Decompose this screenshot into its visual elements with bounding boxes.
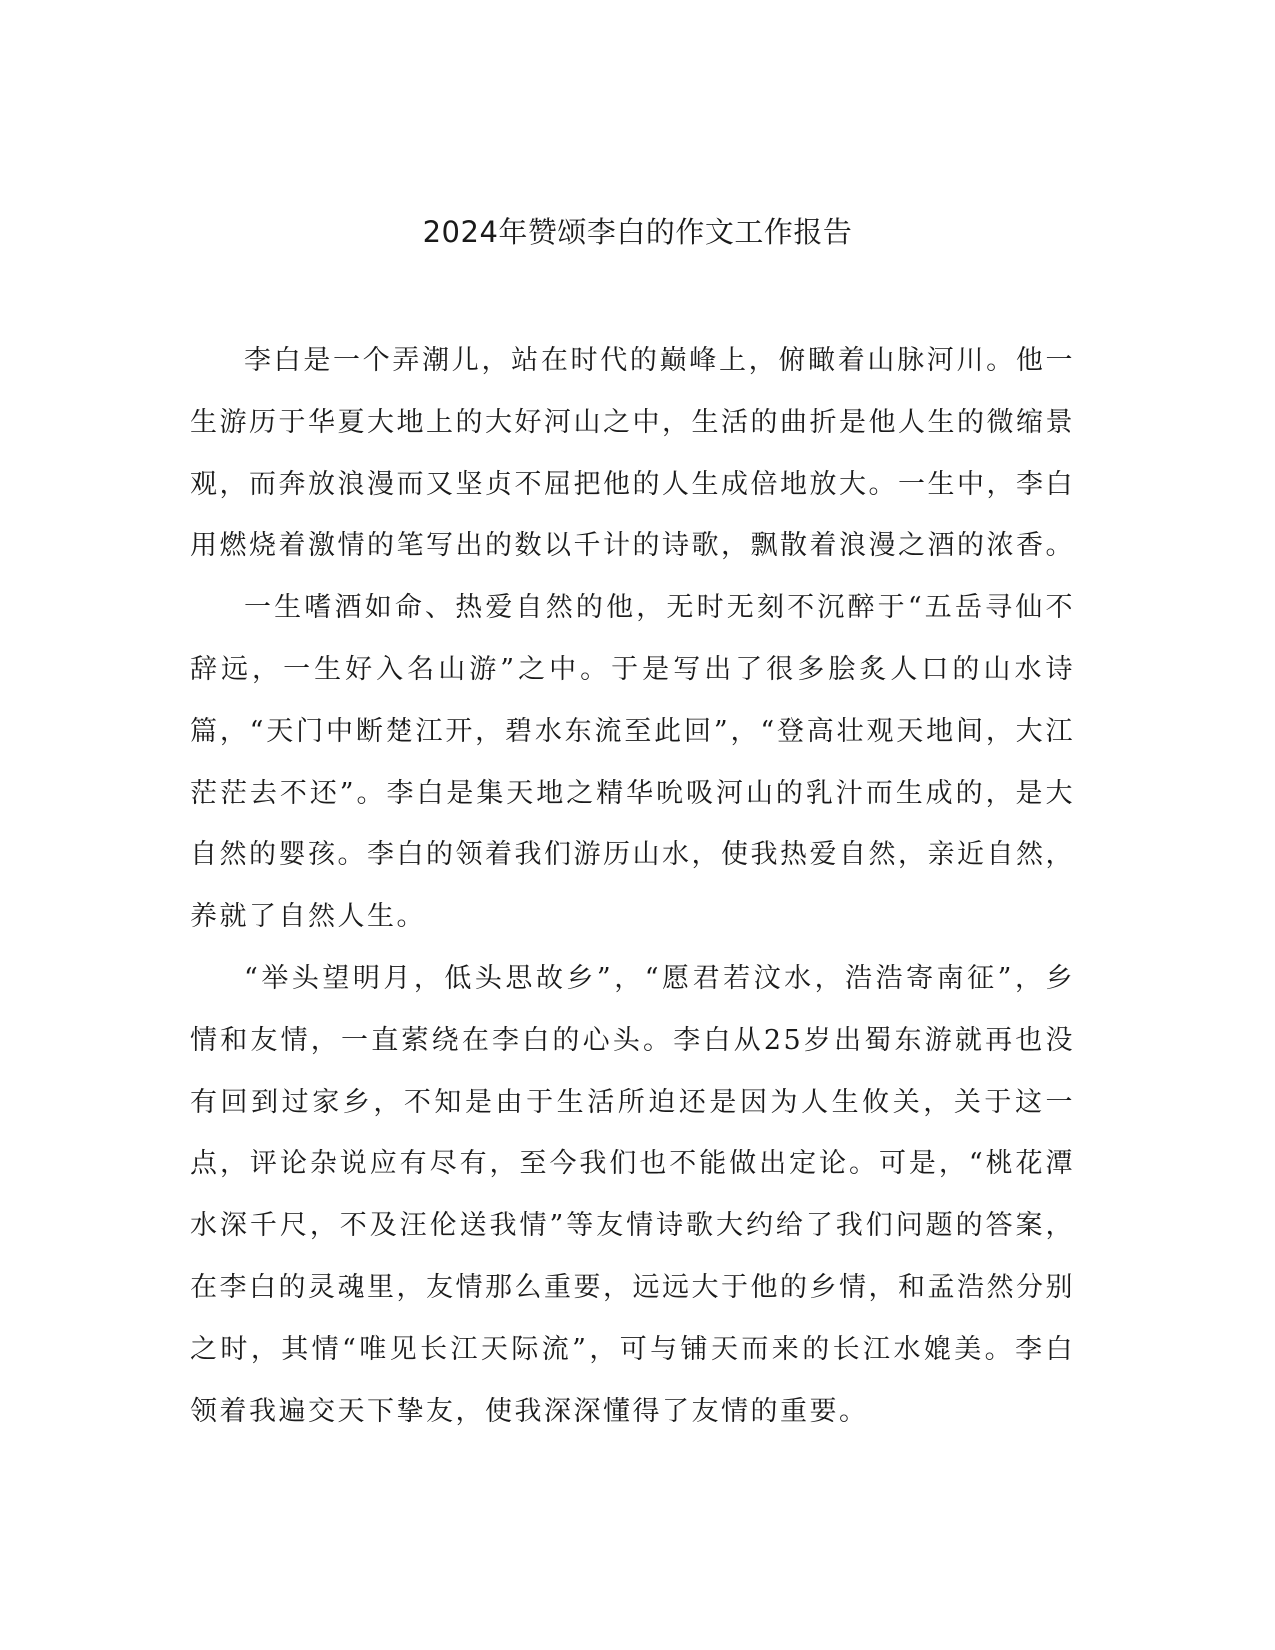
- paragraph-1: 李白是一个弄潮儿，站在时代的巅峰上，俯瞰着山脉河川。他一生游历于华夏大地上的大好河山之中，生活的曲折是他人生的微缩景观，而奔放浪漫而又坚贞不屈把他的人生成倍地放大。一生中，李白用燃烧着激情的笔写出的数以千计的诗歌，飘散着浪漫之酒的浓香。: [190, 345, 1075, 562]
- document-title: 2024年赞颂李白的作文工作报告: [422, 215, 853, 249]
- paragraph-2: 一生嗜酒如命、热爱自然的他，无时无刻不沉醉于“五岳寻仙不辞远，一生好入名山游”之中。于是写出了很多脍炙人口的山水诗篇，“天门中断楚江开，碧水东流至此回”，“登高壮观天地间，大江茫茫去不还”。李白是集天地之精华吮吸河山的乳汁而生成的，是大自然的婴孩。李白的领着我们游历山水，使我热爱自然，亲近自然，养就了自然人生。: [190, 592, 1075, 933]
- document-body: [190, 330, 1075, 1442]
- paragraph-3: “举头望明月，低头思故乡”，“愿君若汶水，浩浩寄南征”，乡情和友情，一直萦绕在李白的心头。李白从25岁出蜀东游就再也没有回到过家乡，不知是由于生活所迫还是因为人生攸关，关于这一点，评论杂说应有尽有，至今我们也不能做出定论。可是，“桃花潭水深千尺，不及汪伦送我情”等友情诗歌大约给了我们问题的答案，在李白的灵魂里，友情那么重要，远远大于他的乡情，和孟浩然分别之时，其情“唯见长江天际流”，可与铺天而来的长江水媲美。李白领着我遍交天下挚友，使我深深懂得了友情的重要。: [190, 962, 1075, 1427]
